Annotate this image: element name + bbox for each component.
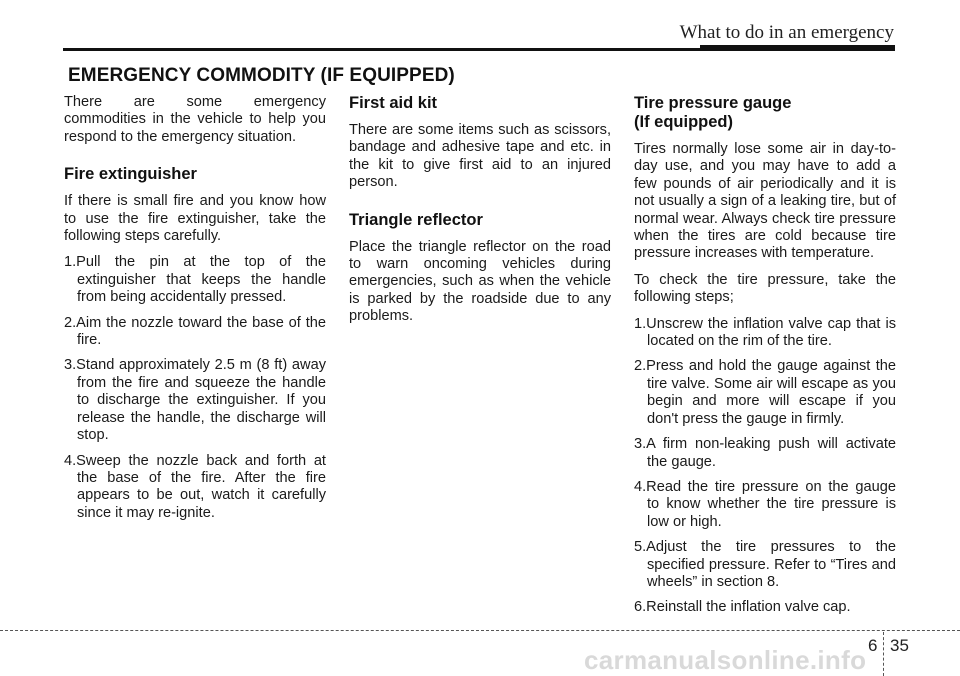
first-aid-kit-heading: First aid kit: [349, 94, 438, 112]
footer-rule: [0, 630, 960, 631]
list-item: 5.Adjust the tire pressures to the specified pressure. Refer to “Tires and wheels” in section 8.: [634, 539, 896, 590]
list-item: 2.Press and hold the gauge against the tire valve. Some air will escape as you begin and more will escape if you don't press the gauge in firmly.: [634, 358, 896, 427]
tire-pressure-gauge-heading: [634, 94, 896, 132]
tire-gauge-heading-line2: (If equipped): [634, 113, 733, 131]
fire-extinguisher-body: If there is small fire and you know how to use the fire extinguisher, take the following steps carefully.: [64, 193, 326, 245]
list-item: 3.Stand approximately 2.5 m (8 ft) away from the fire and squeeze the handle to discharge the extinguisher. If you release the handle, the discharge will stop.: [64, 357, 326, 444]
intro-paragraph: There are some emergency commodities in the vehicle to help you respond to the emergency situation.: [64, 94, 326, 145]
first-aid-kit-body: There are some items such as scissors, bandage and adhesive tape and etc. in the kit to give first aid to an injured person.: [349, 122, 611, 191]
fire-extinguisher-steps: [64, 254, 326, 522]
page-separator: [883, 632, 884, 676]
section-title: EMERGENCY COMMODITY (IF EQUIPPED): [68, 65, 455, 86]
tire-gauge-lead: To check the tire pressure, take the following steps;: [634, 271, 896, 306]
chapter-number: 6: [868, 636, 878, 655]
tire-gauge-heading-line1: Tire pressure gauge: [634, 94, 792, 112]
watermark: carmanualsonline.info: [584, 645, 867, 675]
running-header: What to do in an emergency: [679, 22, 894, 43]
fire-extinguisher-heading: Fire extinguisher: [64, 165, 197, 184]
header-tab-bar: [700, 45, 895, 51]
list-item: 1.Pull the pin at the top of the extinguisher that keeps the handle from being accidentally pressed.: [64, 254, 326, 306]
column-right: [634, 94, 896, 625]
list-item: 6.Reinstall the inflation valve cap.: [634, 599, 851, 616]
list-item: 2.Aim the nozzle toward the base of the fire.: [64, 314, 326, 349]
triangle-reflector-body: Place the triangle reflector on the road to warn oncoming vehicles during emergencies, such as when the vehicle is parked by the roadside due to any problems.: [349, 238, 611, 325]
list-item: 1.Unscrew the inflation valve cap that is located on the rim of the tire.: [634, 315, 896, 350]
tire-gauge-steps: [634, 316, 896, 617]
tire-gauge-body: Tires normally lose some air in day-to-day use, and you may have to add a few pounds of air periodically and it is not usually a sign of a leaking tire, but of normal wear. Always check tire pressure when the tires are cold because tire pressure increases with temperature.: [634, 141, 896, 262]
list-item: 3.A firm non-leaking push will activate the gauge.: [634, 436, 896, 470]
list-item: 4.Read the tire pressure on the gauge to know whether the tire pressure is low or high.: [634, 478, 896, 530]
triangle-reflector-heading: Triangle reflector: [349, 210, 483, 229]
column-left: [64, 94, 326, 530]
column-middle: [349, 94, 611, 335]
list-item: 4.Sweep the nozzle back and forth at the base of the fire. After the fire appears to be out, watch it carefully since it may re-ignite.: [64, 452, 326, 521]
page-number: 35: [890, 636, 909, 655]
